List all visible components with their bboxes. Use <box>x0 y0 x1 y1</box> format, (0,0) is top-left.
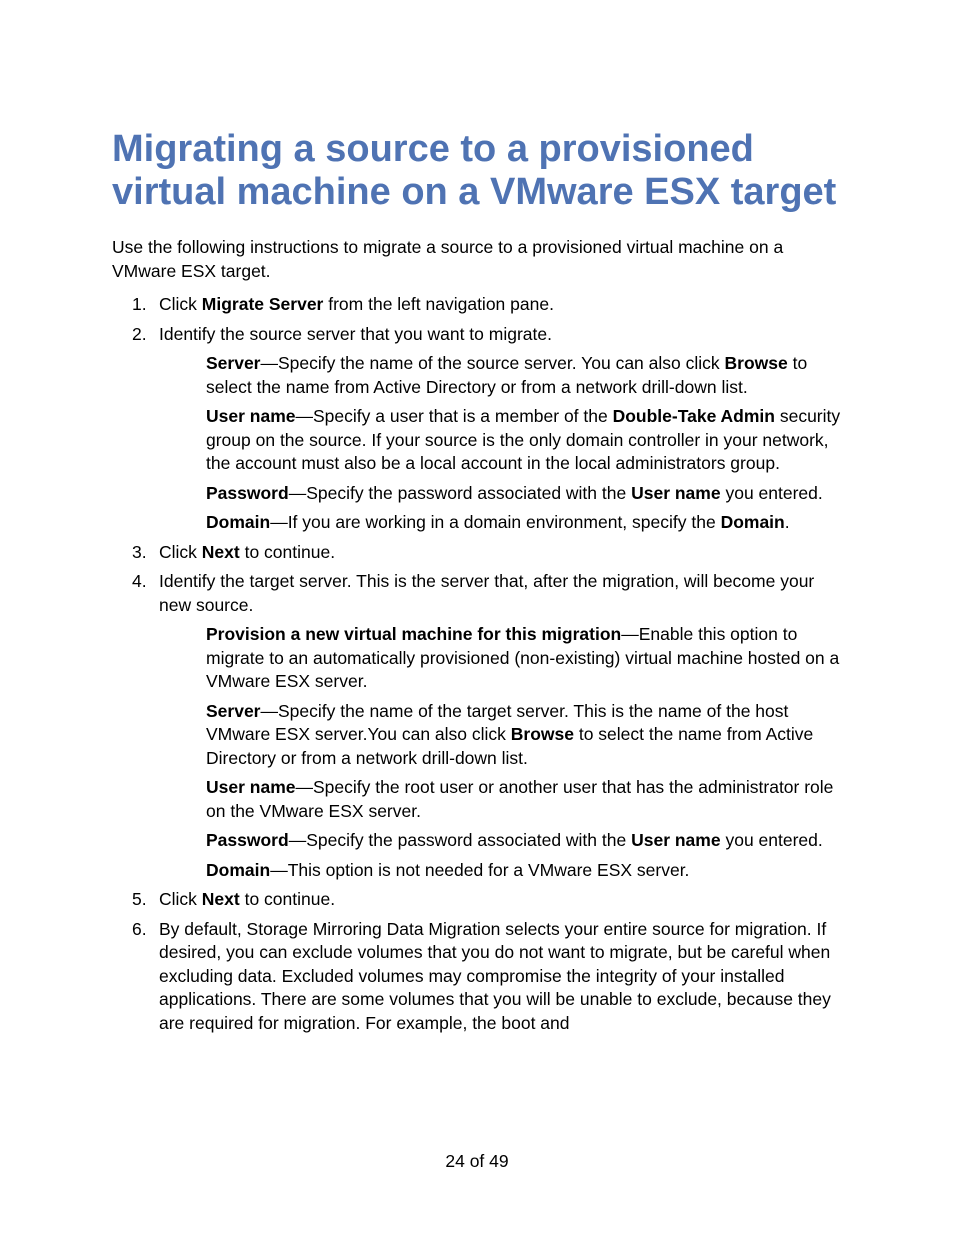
step-1 <box>112 293 842 317</box>
option-source-domain: Domain—If you are working in a domain environment, specify the Domain. <box>206 512 790 532</box>
option-term: Provision a new virtual machine for this migration <box>206 624 622 644</box>
option-target-user-name: User name—Specify the root user or another user that has the administrator role on the VMware ESX server. <box>206 777 834 821</box>
step-number: 3. <box>132 541 147 562</box>
ui-term: User name <box>631 482 721 503</box>
step-3 <box>112 541 842 565</box>
ui-term: Next <box>201 889 240 909</box>
option-term: Server <box>206 353 261 373</box>
option-term: User name <box>206 406 296 426</box>
step-text: Identify the target server. This is the server that, after the migration, will become your new source. <box>159 571 815 615</box>
page-title: Migrating a source to a provisioned virtual machine on a VMware ESX target <box>112 128 837 213</box>
option-term: Password <box>206 482 289 503</box>
ui-term: Browse <box>724 353 788 373</box>
step-4-options <box>206 623 842 882</box>
option-term: Domain <box>206 512 271 532</box>
step-number: 4. <box>132 571 147 591</box>
step-2-options <box>206 352 842 535</box>
step-number: 2. <box>132 323 147 344</box>
steps-list <box>112 293 842 1041</box>
option-term: User name <box>206 777 296 797</box>
step-text: Click Next to continue. <box>159 541 336 562</box>
step-number: 1. <box>132 294 147 314</box>
option-source-password: Password—Specify the password associated with the User name you entered. <box>206 482 823 503</box>
step-2 <box>112 323 842 535</box>
step-text: By default, Storage Mirroring Data Migration selects your entire source for migration. If desired, you can exclude volumes that you do not want to migrate, but be careful when excluding data. Excluded volumes may compromise the integrity of your installed applications. There are some volumes that you will be unable to exclude, because they are required for migration. For example, the boot and <box>159 918 831 1033</box>
ui-term: Next <box>201 541 240 562</box>
option-term: Domain <box>206 859 271 880</box>
option-target-domain: Domain—This option is not needed for a VMware ESX server. <box>206 859 690 880</box>
ui-term: Domain <box>720 512 785 532</box>
step-text: Click Next to continue. <box>159 889 336 909</box>
intro-paragraph: Use the following instructions to migrate a source to a provisioned virtual machine on a VMware ESX target. <box>112 237 784 281</box>
option-term: Server <box>206 700 261 721</box>
option-target-password: Password—Specify the password associated with the User name you entered. <box>206 830 823 850</box>
step-number: 5. <box>132 889 147 909</box>
ui-term: Browse <box>510 724 574 744</box>
step-4 <box>112 570 842 882</box>
page-number: 24 of 49 <box>445 1151 509 1171</box>
ui-term: User name <box>631 830 721 850</box>
ui-term: Migrate Server <box>201 294 324 314</box>
option-source-server: Server—Specify the name of the source server. You can also click Browse to select the name from Active Directory or from a network drill-down list. <box>206 353 808 397</box>
step-text: Click Migrate Server from the left navigation pane. <box>159 294 554 314</box>
option-provision-vm: Provision a new virtual machine for this migration—Enable this option to migrate to an automatically provisioned (non-existing) virtual machine hosted on a VMware ESX server. <box>206 624 840 691</box>
option-target-server: Server—Specify the name of the target server. This is the name of the host VMware ESX server.You can also click Browse to select the name from Active Directory or from a network drill-down list. <box>206 700 814 768</box>
step-5 <box>112 888 842 912</box>
step-6 <box>112 918 842 1036</box>
step-text: Identify the source server that you want to migrate. <box>159 323 552 344</box>
option-term: Password <box>206 830 289 850</box>
step-number: 6. <box>132 918 147 939</box>
option-source-user-name: User name—Specify a user that is a member of the Double-Take Admin security group on the source. If your source is the only domain controller in your network, the account must also be a local account in the local administrators group. <box>206 406 841 473</box>
ui-term: Double-Take Admin <box>612 406 775 426</box>
